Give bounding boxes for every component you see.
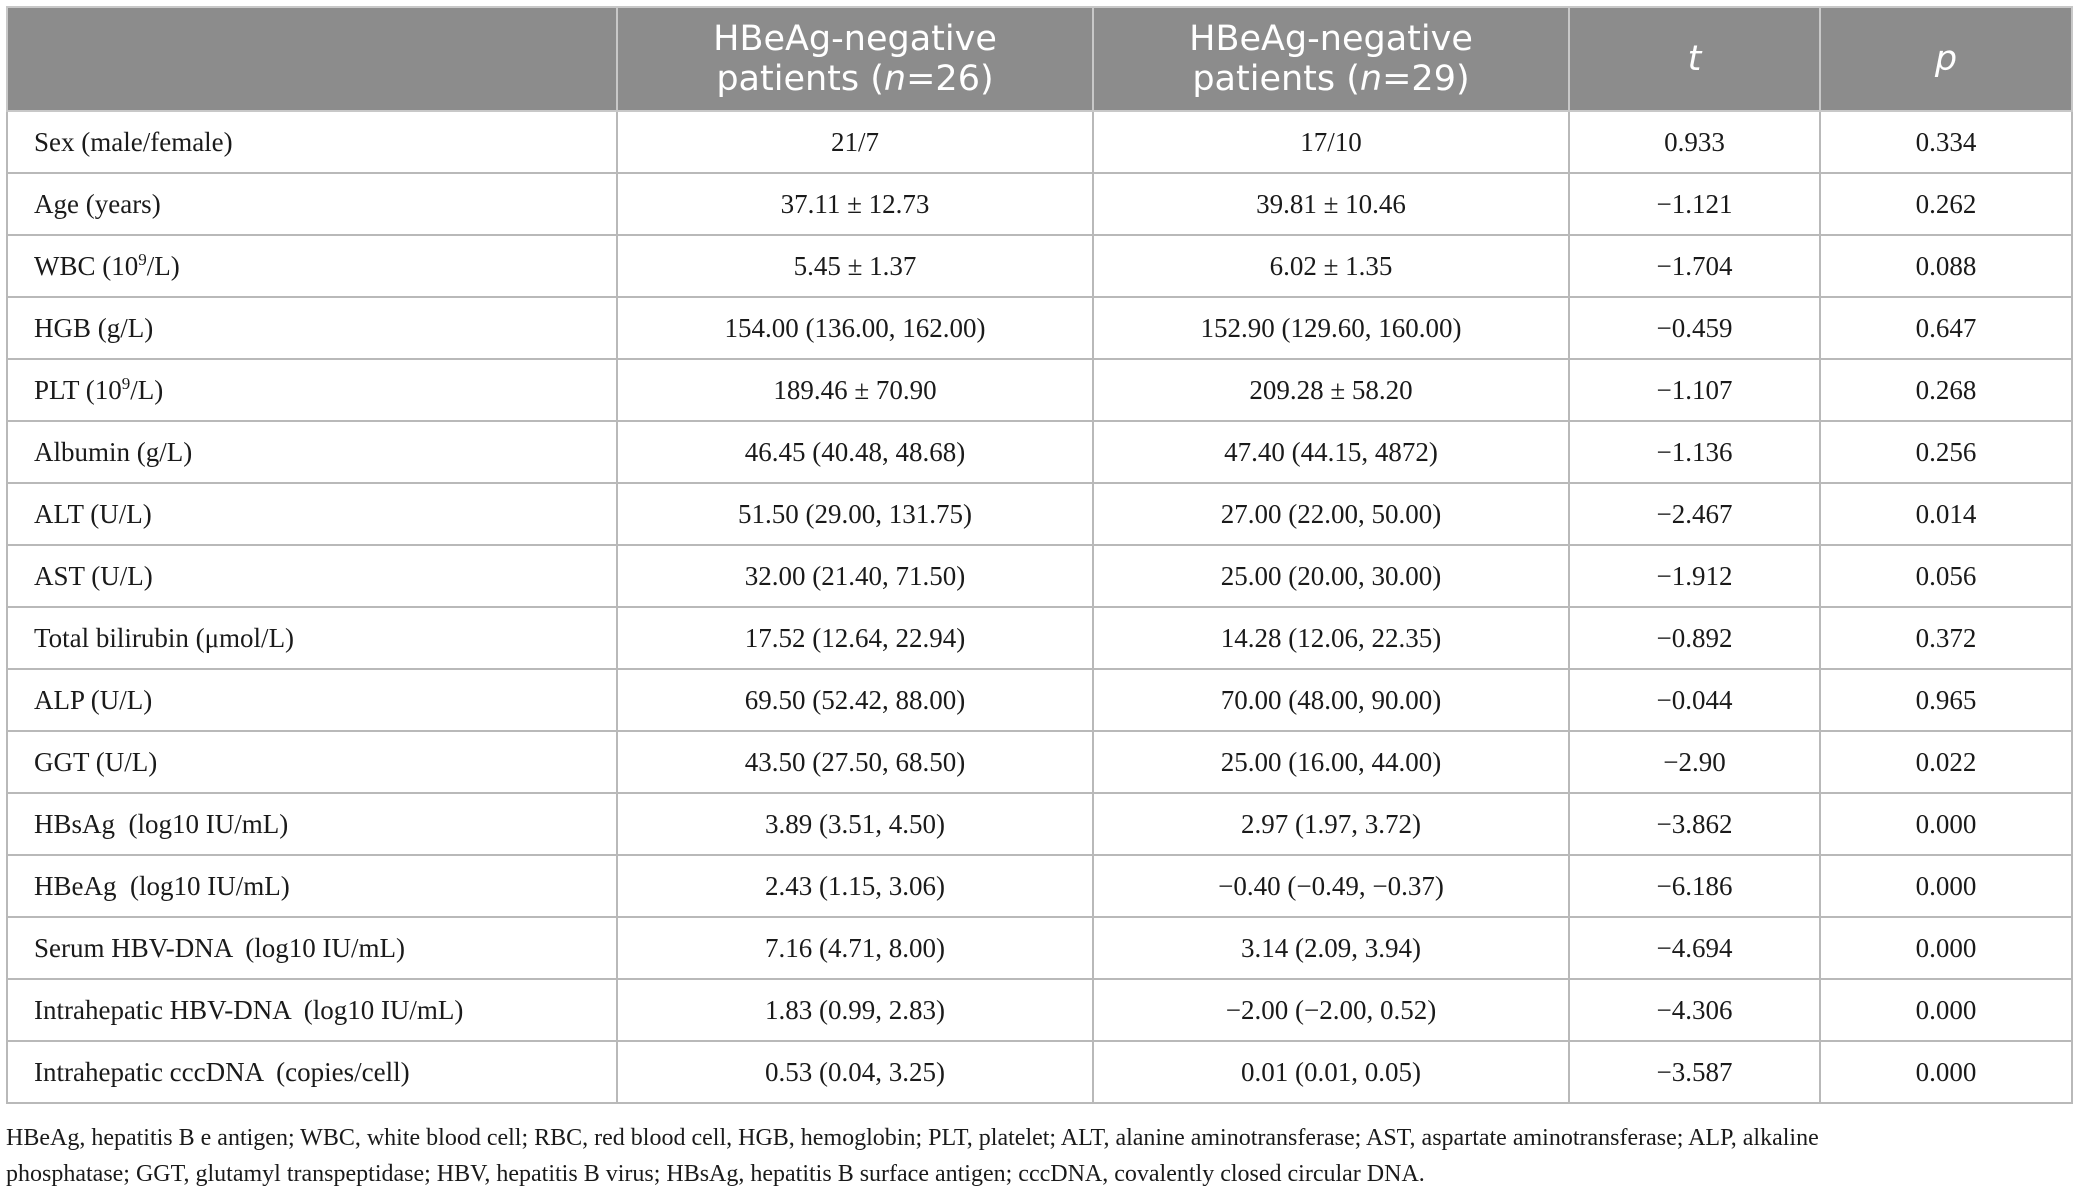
cell-p: 0.256 [1820, 421, 2072, 483]
row-label: Intrahepatic cccDNA (copies/cell) [7, 1041, 617, 1103]
table-row [7, 483, 2072, 545]
cell-group2: 209.28 ± 58.20 [1093, 359, 1569, 421]
header-group1-line2 [628, 59, 1082, 99]
cell-group1: 17.52 (12.64, 22.94) [617, 607, 1093, 669]
header-group2 [1093, 7, 1569, 111]
header-group2-pre: patients ( [1192, 59, 1360, 99]
table-row [7, 235, 2072, 297]
row-label-post: /L) [130, 374, 164, 405]
row-label: ALP (U/L) [7, 669, 617, 731]
row-label [7, 235, 617, 297]
cell-p: 0.262 [1820, 173, 2072, 235]
cell-group2: 70.00 (48.00, 90.00) [1093, 669, 1569, 731]
cell-group1: 3.89 (3.51, 4.50) [617, 793, 1093, 855]
cell-group1: 21/7 [617, 111, 1093, 173]
header-group1 [617, 7, 1093, 111]
table-row [7, 793, 2072, 855]
cell-group2: 27.00 (22.00, 50.00) [1093, 483, 1569, 545]
cell-group1: 2.43 (1.15, 3.06) [617, 855, 1093, 917]
cell-t: −1.107 [1569, 359, 1820, 421]
comparison-table [6, 6, 2073, 1104]
table-row [7, 669, 2072, 731]
cell-t: −0.892 [1569, 607, 1820, 669]
header-group1-pre: patients ( [716, 59, 884, 99]
table-body [7, 111, 2072, 1103]
cell-group2: −0.40 (−0.49, −0.37) [1093, 855, 1569, 917]
cell-group1: 32.00 (21.40, 71.50) [617, 545, 1093, 607]
table-row [7, 979, 2072, 1041]
cell-p: 0.334 [1820, 111, 2072, 173]
table-row [7, 359, 2072, 421]
cell-group2: 25.00 (16.00, 44.00) [1093, 731, 1569, 793]
cell-p: 0.000 [1820, 793, 2072, 855]
header-group1-n: n [883, 59, 907, 99]
footnote-line2: phosphatase; GGT, glutamyl transpeptidase; HBV, hepatitis B virus; HBsAg, hepatitis B surface antigen; cccDNA, covalently closed circular DNA. [6, 1161, 1425, 1187]
cell-group2: 2.97 (1.97, 3.72) [1093, 793, 1569, 855]
cell-t: −4.306 [1569, 979, 1820, 1041]
row-label-sup: 9 [138, 249, 147, 269]
row-label: Albumin (g/L) [7, 421, 617, 483]
cell-t: −3.587 [1569, 1041, 1820, 1103]
table-row [7, 421, 2072, 483]
header-variable [7, 7, 617, 111]
cell-t: −0.044 [1569, 669, 1820, 731]
row-label-sup: 9 [121, 373, 131, 393]
cell-group2: 3.14 (2.09, 3.94) [1093, 917, 1569, 979]
cell-t: 0.933 [1569, 111, 1820, 173]
cell-p: 0.268 [1820, 359, 2072, 421]
table-row [7, 111, 2072, 173]
cell-group2: 25.00 (20.00, 30.00) [1093, 545, 1569, 607]
cell-group1: 37.11 ± 12.73 [617, 173, 1093, 235]
cell-group1: 43.50 (27.50, 68.50) [617, 731, 1093, 793]
header-group2-line1: HBeAg-negative [1189, 19, 1473, 59]
cell-t: −1.912 [1569, 545, 1820, 607]
cell-p: 0.088 [1820, 235, 2072, 297]
cell-p: 0.014 [1820, 483, 2072, 545]
row-label: GGT (U/L) [7, 731, 617, 793]
cell-group2: 14.28 (12.06, 22.35) [1093, 607, 1569, 669]
cell-p: 0.000 [1820, 855, 2072, 917]
cell-group1: 46.45 (40.48, 48.68) [617, 421, 1093, 483]
row-label: Sex (male/female) [7, 111, 617, 173]
cell-group1: 189.46 ± 70.90 [617, 359, 1093, 421]
header-group2-line2 [1104, 59, 1558, 99]
cell-group1: 0.53 (0.04, 3.25) [617, 1041, 1093, 1103]
header-t-label: t [1687, 39, 1702, 79]
cell-p: 0.022 [1820, 731, 2072, 793]
data-table-container [6, 6, 2071, 1104]
cell-t: −1.121 [1569, 173, 1820, 235]
cell-group2: 152.90 (129.60, 160.00) [1093, 297, 1569, 359]
row-label-pre: WBC (10 [34, 250, 139, 281]
row-label: Total bilirubin (μmol/L) [7, 607, 617, 669]
row-label-post: /L) [146, 250, 180, 281]
table-row [7, 855, 2072, 917]
cell-t: −2.90 [1569, 731, 1820, 793]
header-t [1569, 7, 1820, 111]
cell-group2: 39.81 ± 10.46 [1093, 173, 1569, 235]
cell-t: −1.704 [1569, 235, 1820, 297]
cell-group2: 47.40 (44.15, 4872) [1093, 421, 1569, 483]
cell-t: −3.862 [1569, 793, 1820, 855]
row-label: Serum HBV-DNA (log10 IU/mL) [7, 917, 617, 979]
row-label: HBsAg (log10 IU/mL) [7, 793, 617, 855]
header-p-label: p [1934, 39, 1958, 79]
cell-group1: 51.50 (29.00, 131.75) [617, 483, 1093, 545]
cell-group2: 0.01 (0.01, 0.05) [1093, 1041, 1569, 1103]
cell-group1: 1.83 (0.99, 2.83) [617, 979, 1093, 1041]
table-footnote [6, 1120, 2072, 1192]
cell-group1: 7.16 (4.71, 8.00) [617, 917, 1093, 979]
table-row [7, 731, 2072, 793]
footnote-line1: HBeAg, hepatitis B e antigen; WBC, white blood cell; RBC, red blood cell, HGB, hemoglobin; PLT, platelet; ALT, alanine aminotransferase; AST, aspartate aminotransferase; ALP, alkaline [6, 1125, 1819, 1151]
cell-t: −4.694 [1569, 917, 1820, 979]
table-row [7, 607, 2072, 669]
row-label: ALT (U/L) [7, 483, 617, 545]
cell-t: −6.186 [1569, 855, 1820, 917]
row-label: Intrahepatic HBV-DNA (log10 IU/mL) [7, 979, 617, 1041]
header-group2-post: =29) [1382, 59, 1470, 99]
cell-t: −2.467 [1569, 483, 1820, 545]
cell-group2: 6.02 ± 1.35 [1093, 235, 1569, 297]
table-row [7, 545, 2072, 607]
cell-p: 0.647 [1820, 297, 2072, 359]
table-row [7, 1041, 2072, 1103]
row-label: AST (U/L) [7, 545, 617, 607]
cell-t: −1.136 [1569, 421, 1820, 483]
header-group2-n: n [1359, 59, 1383, 99]
header-group1-post: =26) [906, 59, 994, 99]
cell-p: 0.000 [1820, 917, 2072, 979]
row-label: HBeAg (log10 IU/mL) [7, 855, 617, 917]
cell-p: 0.000 [1820, 1041, 2072, 1103]
cell-p: 0.000 [1820, 979, 2072, 1041]
header-group1-line1: HBeAg-negative [713, 19, 997, 59]
cell-t: −0.459 [1569, 297, 1820, 359]
cell-group1: 5.45 ± 1.37 [617, 235, 1093, 297]
row-label: HGB (g/L) [7, 297, 617, 359]
row-label: Age (years) [7, 173, 617, 235]
cell-p: 0.056 [1820, 545, 2072, 607]
row-label [7, 359, 617, 421]
cell-group1: 69.50 (52.42, 88.00) [617, 669, 1093, 731]
table-header [7, 7, 2072, 111]
table-row [7, 917, 2072, 979]
table-row [7, 173, 2072, 235]
cell-p: 0.965 [1820, 669, 2072, 731]
cell-group1: 154.00 (136.00, 162.00) [617, 297, 1093, 359]
table-row [7, 297, 2072, 359]
header-p [1820, 7, 2072, 111]
cell-p: 0.372 [1820, 607, 2072, 669]
cell-group2: −2.00 (−2.00, 0.52) [1093, 979, 1569, 1041]
cell-group2: 17/10 [1093, 111, 1569, 173]
header-row [7, 7, 2072, 111]
row-label-pre: PLT (10 [34, 374, 122, 405]
